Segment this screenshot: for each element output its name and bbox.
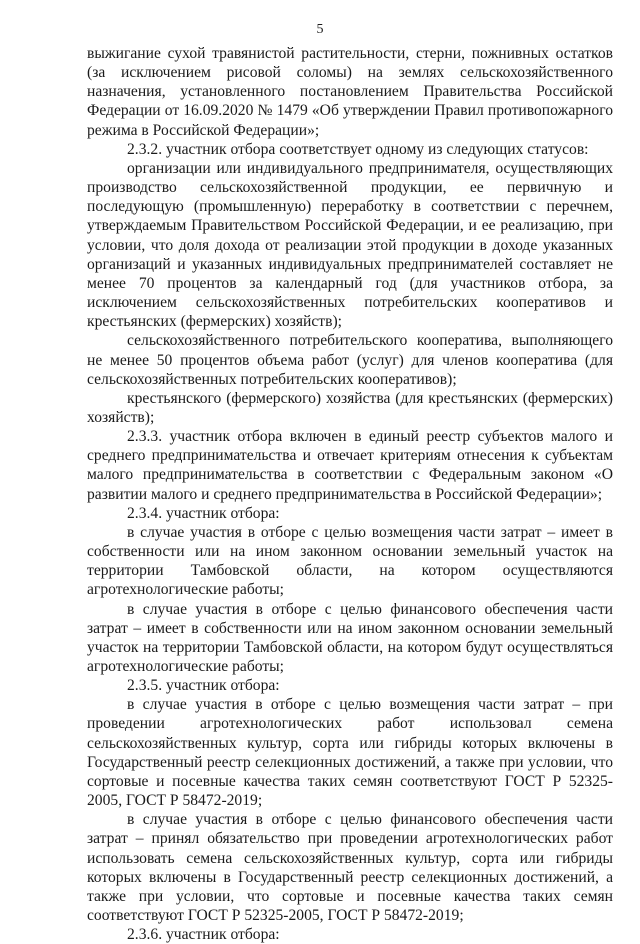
document-body [87, 44, 613, 944]
paragraph: крестьянского (фермерского) хозяйства (для крестьянских (фермерских) хозяйств); [87, 389, 613, 426]
paragraph: 2.3.4. участник отбора: [127, 504, 280, 522]
paragraph: 2.3.5. участник отбора: [127, 677, 280, 695]
paragraph: 2.3.6. участник отбора: [127, 926, 280, 944]
paragraph: организации или индивидуального предпринимателя, осуществляющих производство сельскохозяйственной продукции, ее первичную и последующую (промышленную) переработку в соответствии с перечнем, утверждаемым Правительством Российской Федерации, и ее реализацию, при условии, что доля дохода от реализации этой продукции в доходе указанных организаций и указанных индивидуальных предпринимателей составляет не менее 70 процентов за календарный год (для участников отбора, за исключением сельскохозяйственных потребительских кооперативов и крестьянских (фермерских) хозяйств); [87, 159, 613, 331]
paragraph: в случае участия в отборе с целью финансового обеспечения части затрат – принял обязательство при проведении агротехнологических работ использовать семена сельскохозяйственных культур, сорта или гибриды которых включены в Государственный реестр селекционных достижений, а также при условии, что сортовые и посевные качества таких семян соответствуют ГОСТ Р 52325-2005, ГОСТ Р 58472-2019; [87, 811, 613, 925]
paragraph: 2.3.2. участник отбора соответствует одному из следующих статусов: [127, 140, 589, 158]
paragraph: 2.3.3. участник отбора включен в единый реестр субъектов малого и среднего предпринимательства и отвечает критериям отнесения к субъектам малого предпринимательства в соответствии с Федеральным законом «О развитии малого и среднего предпринимательства в Российской Федерации»; [87, 428, 613, 503]
paragraph: выжигание сухой травянистой растительности, стерни, пожнивных остатков (за исключением рисовой соломы) на землях сельскохозяйственного назначения, установленного постановлением Правительства Российской Федерации от 16.09.2020 № 1479 «Об утверждении Правил противопожарного режима в Российской Федерации»; [87, 45, 613, 139]
paragraph: сельскохозяйственного потребительского кооператива, выполняющего не менее 50 процентов объема работ (услуг) для членов кооператива (для сельскохозяйственных потребительских кооперативов); [87, 332, 613, 388]
paragraph: в случае участия в отборе с целью возмещения части затрат – имеет в собственности или на ином законном основании земельный участок на территории Тамбовской области, на котором осуществляются агротехнологические работы; [87, 523, 613, 599]
page-number: 5 [316, 22, 324, 37]
paragraph: в случае участия в отборе с целью финансового обеспечения части затрат – имеет в собственности или на ином законном основании земельный участок на территории Тамбовской области, на котором будут осуществляться агротехнологические работы; [87, 600, 613, 675]
paragraph: в случае участия в отборе с целью возмещения части затрат – при проведении агротехнологических работ использовал семена сельскохозяйственных культур, сорта или гибриды которых включены в Государственный реестр селекционных достижений, а также при условии, что сортовые и посевные качества таких семян соответствуют ГОСТ Р 52325-2005, ГОСТ Р 58472-2019; [87, 696, 613, 810]
